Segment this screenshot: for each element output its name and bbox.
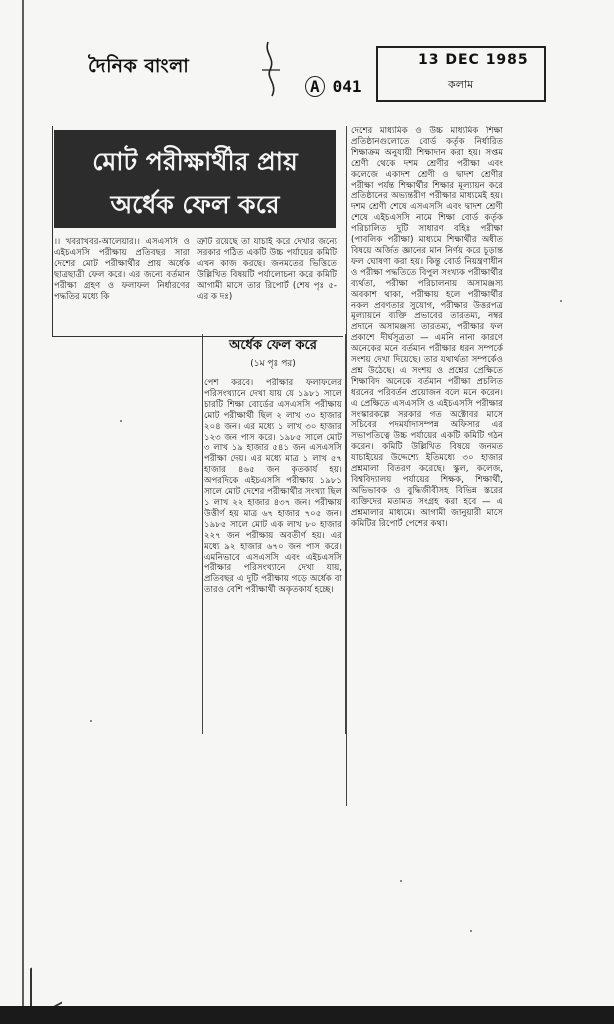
clip-scribble-icon	[258, 40, 286, 100]
headline-banner	[54, 130, 336, 228]
stamp-column-label: কলাম	[448, 78, 474, 91]
continuation-text: পেশ করবে। পরীক্ষার ফলাফলের পরিসংখ্যানে দেখা যায় যে ১৯৮১ সালে চারটি শিক্ষা বোর্ডের এসএসসি পরীক্ষায় মোট পরীক্ষার্থী ছিল ২ লাখ ৩০ হাজার ২০৪ জন। এর মধ্যে ১ লাখ ৩০ হাজার ১২৩ জন পাস করে। ১৯৮৫ সালে মোট ৩ লাখ ১৯ হাজার ৫৪১ জন এসএসসি পরীক্ষা দেয়। এর মধ্যে মাত্র ১ লাখ ৫৭ হাজার ৪৬৫ জন কৃতকার্য হয়। অপরদিকে এইচএসসি পরীক্ষায় ১৯৮১ সালে মোট দেশের পরীক্ষার্থীর সংখ্যা ছিল ১ লাখ ২২ হাজার ৪৩৭ জন। পরীক্ষায় উত্তীর্ণ হয় মাত্র ৬৭ হাজার ৭০৫ জন। ১৯৮৫ সালে মোট এক লাখ ৮০ হাজার ২২৭ জন পরীক্ষায় অবতীর্ণ হয়। এর মধ্যে ৯২ হাজার ৬৭০ জন পাস করে। এমনিভাবে এসএসসি এবং এইচএসসি পরীক্ষার পরিসংখ্যানে দেখা যায়, প্রতিবছর এ দুটি পরীক্ষায় গড়ে অর্ধেক বা তারও বেশি পরীক্ষার্থী অকৃতকার্য হচ্ছে।	[204, 378, 342, 596]
left-margin-line	[22, 0, 24, 1024]
right-column-text: দেশের মাধ্যমিক ও উচ্চ মাধ্যমিক শিক্ষা প্রতিষ্ঠানগুলোতে বোর্ড কর্তৃক নির্ধারিত শিক্ষাক্রম অনুযায়ী শিক্ষাদান করা হয়। সপ্তম শ্রেণী থেকে দশম শ্রেণীর পরীক্ষা এবং কলেজে একাদশ শ্রেণী ও দ্বাদশ শ্রেণীর পরীক্ষা পর্যন্ত শিক্ষার্থীর শিক্ষার মূল্যায়ন করে প্রতিষ্ঠানের অভ্যন্তরীণ পরীক্ষার মাধ্যমেই হয়। দশম শ্রেণী শেষে এসএসসি এবং দ্বাদশ শ্রেণী শেষে এইচএসসি নামে শিক্ষা বোর্ড কর্তৃক পরিচালিত দুটি সাধারণ বহিঃ পরীক্ষা (পাবলিক পরীক্ষা) মাধ্যমে শিক্ষার্থীর অধীত বিষয়ে অর্জিত জ্ঞানের মান নির্ণয় করে চূড়ান্ত ফল ঘোষণা করা হয়। কিন্তু বোর্ড নিয়ন্ত্রণাধীন ও পরীক্ষা পদ্ধতিতে বিপুল সংখ্যক পরীক্ষার্থীর ব্যর্থতা, পরীক্ষা পরিচালনায় অসামঞ্জস্য অবকাশ থাকা, পরীক্ষায় হলে পরীক্ষার্থীর নকল প্রবণতার সুযোগ, পরীক্ষার উত্তরপত্র মূল্যায়নে ব্যক্তি প্রভাবের তারতম্য, নম্বর প্রদানে অসামঞ্জস্য তারতম্য, পরীক্ষার ফল প্রকাশে দীর্ঘসূত্রতা — এমনি নানা কারণে অনেকের মনে বর্তমান পরীক্ষার ধরন সম্পর্কে সংশয় দেখা দিয়েছে। তার যথার্থতা সম্পর্কেও প্রশ্ন উঠেছে। এ সংশয় ও প্রশ্নের প্রেক্ষিতে শিক্ষাবিদ অনেকে বর্তমান পরীক্ষা প্রচলিত ধরনের পরিবর্তন প্রয়োজন বলে মনে করেন। এ প্রেক্ষিতে এসএসসি ও এইচএসসি পরীক্ষার সংস্কারকল্পে সরকার গত অক্টোবর মাসে সচিবের পদমর্যাদাসম্পন্ন অফিসার এর সভাপতিত্বে উচ্চ পর্যায়ের একটি কমিটি গঠন করেন। কমিটি উল্লিখিত বিষয়ে জনমত যাচাইয়ের উদ্দেশ্যে ইতিমধ্যে ৩০ হাজার প্রশ্নমালা বিতরণ করেছে। স্কুল, কলেজ, বিশ্ববিদ্যালয় পর্যায়ের শিক্ষক, শিক্ষার্থী, অভিভাবক ও বুদ্ধিজীবীসহ বিভিন্ন স্তরের ব্যক্তিদের মতামত সংগ্রহ করা হবে — এ প্রশ্নমালার মাধ্যমে। আগামী জানুয়ারী মাসে কমিটির রিপোর্ট পেশের কথা।	[351, 126, 503, 529]
scan-speck	[400, 880, 402, 882]
ref-prefix: A	[305, 76, 325, 97]
date-stamp	[376, 46, 546, 102]
continuation-column	[204, 378, 342, 728]
scan-speck	[560, 300, 562, 302]
reference-code	[305, 76, 362, 97]
right-article-column	[346, 126, 503, 806]
headline-line-1: মোট পরীক্ষার্থীর প্রায়	[92, 147, 298, 176]
continuation-subtitle: (১ম পৃঃ পর)	[250, 359, 296, 369]
continuation-title: অর্ধেক ফেল করে	[229, 338, 317, 353]
stamp-date: 13 DEC 1985	[418, 52, 529, 68]
intro-right-text: ত্রুটি রয়েছে তা যাচাই করে দেখার জন্যে সরকার গঠিত একটি উচ্চ পর্যায়ের কমিটি এখন কাজ করছে। জনমতের ভিত্তিতে উল্লিখিত বিষয়টি পর্যালোচনা করে কমিটি আগামী মাসে তার রিপোর্ট (শেষ পৃঃ ৫-এর ক দঃ)	[197, 237, 337, 302]
scan-speck	[90, 720, 92, 722]
intro-left-text: ।। খবরাখবর-আলেয়ার।। এসএসসি ও এইচএসসি পরীক্ষায় প্রতিবছর সারা দেশের মোট পরীক্ষার্থীর প্রায় অর্ধেক ছাত্রছাত্রী ফেল করে। এর জন্যে বর্তমান পরীক্ষা গ্রহণ ও ফলাফল নির্ধারণের পদ্ধতির মধ্যে কি	[54, 237, 190, 302]
intro-column-right	[197, 237, 337, 329]
scan-bottom-edge	[0, 1006, 614, 1024]
scan-speck	[470, 930, 472, 932]
newspaper-name: দৈনিক বাংলা	[88, 55, 190, 77]
headline-line-2: অর্ধেক ফেল করে	[110, 190, 280, 219]
ref-number: 041	[332, 77, 362, 96]
intro-column-left	[54, 237, 190, 329]
scan-speck	[120, 420, 122, 422]
